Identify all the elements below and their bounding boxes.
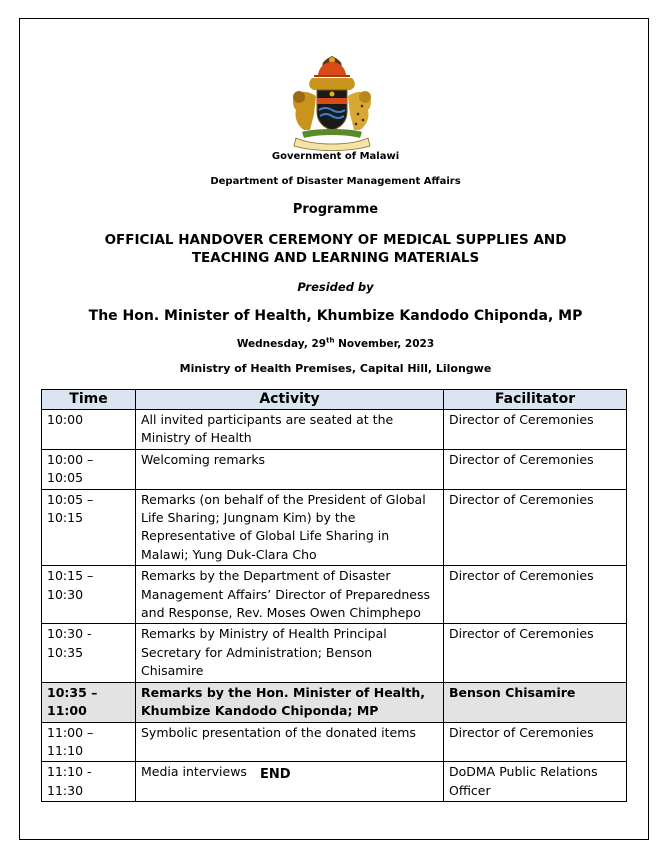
row-time: 10:35 – 11:00	[42, 682, 136, 722]
row-facilitator: Director of Ceremonies	[444, 410, 627, 450]
event-date: Wednesday, 29th November, 2023	[236, 336, 435, 350]
table-row	[42, 449, 627, 489]
row-activity: Media interviews	[136, 762, 444, 802]
department-name: Department of Disaster Management Affairs	[210, 176, 461, 187]
table-row	[42, 762, 627, 802]
row-activity: Remarks by the Hon. Minister of Health, Khumbize Kandodo Chiponda; MP	[136, 682, 444, 722]
column-header-activity: Activity	[136, 390, 444, 410]
row-time: 11:10 - 11:30	[42, 762, 136, 802]
event-title-line-2: TEACHING AND LEARNING MATERIALS	[191, 250, 480, 266]
row-time: 11:00 – 11:10	[42, 722, 136, 762]
row-facilitator: Director of Ceremonies	[444, 722, 627, 762]
table-row	[42, 489, 627, 566]
row-activity: Symbolic presentation of the donated items	[136, 722, 444, 762]
presided-by-label: Presided by	[297, 280, 374, 294]
event-title-line-1: OFFICIAL HANDOVER CEREMONY OF MEDICAL SUPPLIES AND	[104, 232, 567, 248]
row-time: 10:00 – 10:05	[42, 449, 136, 489]
table-row-highlighted	[42, 682, 627, 722]
row-facilitator: DoDMA Public Relations Officer	[444, 762, 627, 802]
end-marker: END	[260, 767, 291, 782]
column-header-facilitator: Facilitator	[444, 390, 627, 410]
row-time: 10:00	[42, 410, 136, 450]
government-name: Government of Malawi	[271, 151, 400, 162]
row-facilitator: Director of Ceremonies	[444, 449, 627, 489]
coat-of-arms-icon	[284, 54, 380, 152]
table-row	[42, 722, 627, 762]
event-venue: Ministry of Health Premises, Capital Hill, Lilongwe	[179, 362, 492, 375]
programme-heading: Programme	[292, 202, 379, 217]
row-facilitator: Director of Ceremonies	[444, 566, 627, 624]
row-facilitator: Director of Ceremonies	[444, 489, 627, 566]
table-row	[42, 566, 627, 624]
table-row	[42, 624, 627, 682]
row-activity: Welcoming remarks	[136, 449, 444, 489]
row-facilitator: Director of Ceremonies	[444, 624, 627, 682]
row-activity: Remarks by Ministry of Health Principal Secretary for Administration; Benson Chisamire	[136, 624, 444, 682]
row-facilitator: Benson Chisamire	[444, 682, 627, 722]
row-activity: Remarks by the Department of Disaster Management Affairs’ Director of Preparedness and Response, Rev. Moses Owen Chimphepo	[136, 566, 444, 624]
row-time: 10:30 - 10:35	[42, 624, 136, 682]
programme-table	[41, 389, 627, 802]
row-activity: Remarks (on behalf of the President of Global Life Sharing; Jungnam Kim) by the Representative of Global Life Sharing in Malawi; Yung Duk-Clara Cho	[136, 489, 444, 566]
presider-name: The Hon. Minister of Health, Khumbize Kandodo Chiponda, MP	[88, 308, 583, 324]
row-activity: All invited participants are seated at the Ministry of Health	[136, 410, 444, 450]
column-header-time: Time	[42, 390, 136, 410]
table-row	[42, 410, 627, 450]
row-time: 10:05 – 10:15	[42, 489, 136, 566]
row-time: 10:15 – 10:30	[42, 566, 136, 624]
table-header-row	[42, 390, 627, 410]
